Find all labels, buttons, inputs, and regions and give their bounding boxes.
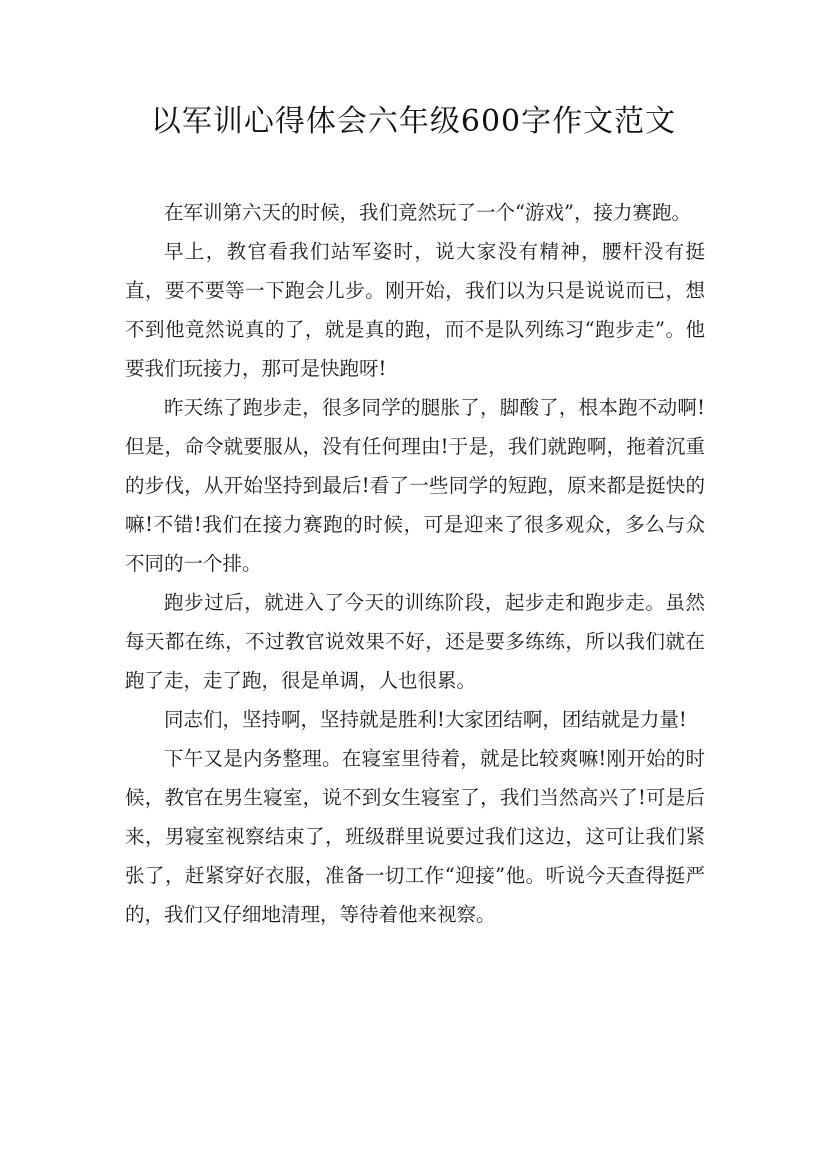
document-title: 以军训心得体会六年级600字作文范文 — [150, 104, 677, 139]
paragraph: 同志们，坚持啊，坚持就是胜利!大家团结啊，团结就是力量! — [164, 708, 687, 731]
paragraph: 早上，教官看我们站军姿时，说大家没有精神，腰杆没有挺直，要不要等一下跑会儿步。刚开始，我们以为只是说说而已，想不到他竟然说真的了，就是真的跑，而不是队列练习“跑步走”。他要我们玩接力，那可是快跑呀! — [125, 240, 705, 380]
paragraph: 跑步过后，就进入了今天的训练阶段，起步走和跑步走。虽然每天都在练，不过教官说效果不好，还是要多练练，所以我们就在跑了走，走了跑，很是单调，人也很累。 — [125, 591, 705, 692]
document-body — [125, 193, 705, 934]
paragraph: 在军训第六天的时候，我们竟然玩了一个“游戏”，接力赛跑。 — [164, 201, 691, 224]
paragraph: 下午又是内务整理。在寝室里待着，就是比较爽嘛!刚开始的时候，教官在男生寝室，说不到女生寝室了，我们当然高兴了!可是后来，男寝室视察结束了，班级群里说要过我们这边，这可让我们紧张了，赶紧穿好衣服，准备一切工作“迎接”他。听说今天查得挺严的，我们又仔细地清理，等待着他来视察。 — [125, 747, 705, 926]
paragraph: 昨天练了跑步走，很多同学的腿胀了，脚酸了，根本跑不动啊!但是，命令就要服从，没有任何理由!于是，我们就跑啊，拖着沉重的步伐，从开始坚持到最后!看了一些同学的短跑，原来都是挺快的嘛!不错!我们在接力赛跑的时候，可是迎来了很多观众，多么与众不同的一个排。 — [125, 396, 705, 575]
